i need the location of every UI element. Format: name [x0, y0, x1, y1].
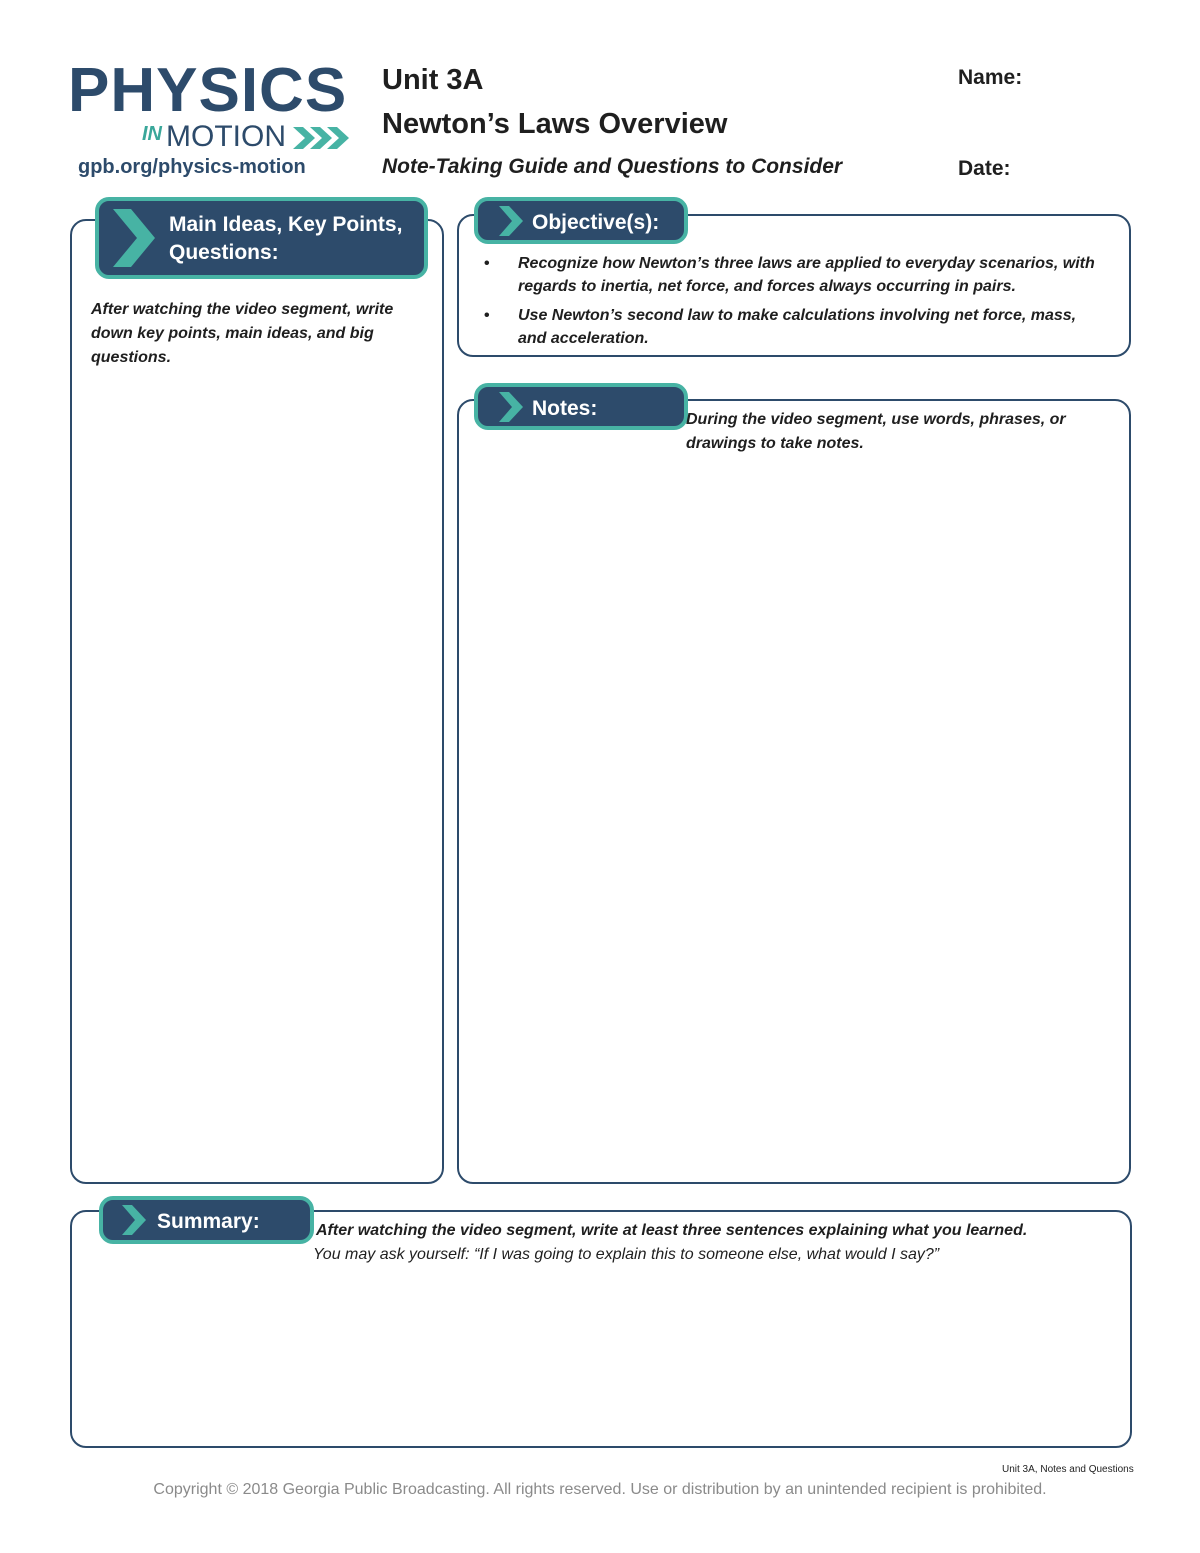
bullet-icon: •	[484, 255, 490, 272]
main-ideas-header-line2: Questions:	[169, 241, 279, 264]
notes-header	[474, 383, 688, 430]
page-title: Newton’s Laws Overview	[382, 108, 728, 140]
main-ideas-header-line1: Main Ideas, Key Points,	[169, 213, 403, 236]
notes-box	[457, 399, 1131, 1184]
summary-instruction: After watching the video segment, write at least three sentences explaining what you learned.	[316, 1222, 1028, 1239]
notes-instruction: During the video segment, use words, phrases, or drawings to take notes.	[686, 411, 1066, 452]
objectives-header	[474, 197, 688, 244]
objective-item-text: Recognize how Newton’s three laws are applied to everyday scenarios, with regards to inertia, net force, and forces always occurring in pairs.	[518, 255, 1095, 295]
page-subtitle: Note-Taking Guide and Questions to Consider	[382, 155, 843, 178]
summary-prompt: You may ask yourself: “If I was going to explain this to someone else, what would I say?”	[313, 1246, 940, 1263]
name-label: Name:	[958, 66, 1023, 89]
objectives-list	[482, 252, 1107, 356]
objective-item	[482, 252, 1107, 298]
objective-item	[482, 304, 1107, 350]
logo-physics-wordmark: PHYSICS	[68, 56, 348, 125]
unit-title: Unit 3A	[382, 64, 484, 96]
summary-header	[99, 1196, 314, 1244]
logo-url: gpb.org/physics-motion	[78, 156, 306, 178]
bullet-icon: •	[484, 307, 490, 324]
main-ideas-instruction: After watching the video segment, write down key points, main ideas, and big questions.	[91, 301, 394, 366]
main-ideas-header-label	[169, 211, 419, 267]
logo-in-wordmark: IN	[142, 123, 162, 145]
footer-doc-ref: Unit 3A, Notes and Questions	[1002, 1464, 1134, 1475]
summary-header-label: Summary:	[157, 1210, 260, 1233]
objectives-header-label: Objective(s):	[532, 211, 660, 234]
copyright-notice: Copyright © 2018 Georgia Public Broadcasting. All rights reserved. Use or distribution by an unintended recipient is prohibited.	[153, 1481, 1047, 1498]
chevron-right-icon	[111, 207, 157, 274]
main-ideas-header	[95, 197, 428, 279]
chevron-right-icon	[498, 391, 524, 428]
logo-motion-wordmark: MOTION	[166, 120, 286, 153]
chevron-right-icon	[498, 205, 524, 242]
objective-item-text: Use Newton’s second law to make calculations involving net force, mass, and acceleration.	[518, 307, 1077, 347]
date-label: Date:	[958, 157, 1011, 180]
notes-header-label: Notes:	[532, 397, 598, 420]
chevron-right-icon	[121, 1204, 147, 1241]
triple-chevron-icon	[293, 125, 351, 156]
